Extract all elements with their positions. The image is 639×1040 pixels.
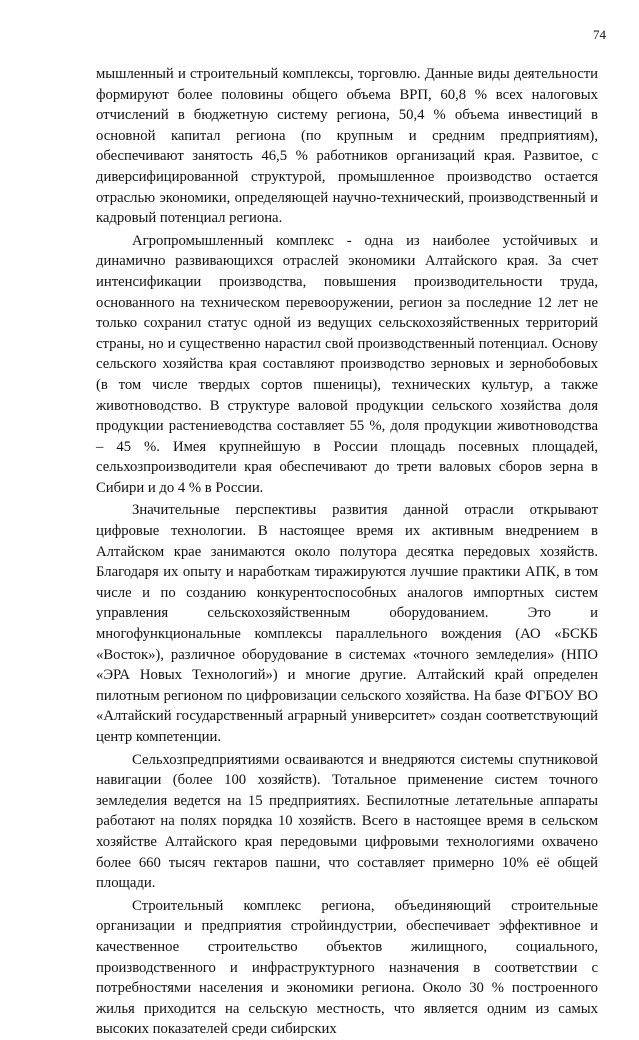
paragraph-3: Значительные перспективы развития данной отрасли открывают цифровые технологии. В настоящее время их активным внедрением в Алтайском крае занимаются около полутора десятка передовых хозяйств. Благодаря их опыту и наработкам тиражируются лучшие практики АПК, в том числе и по созданию конкурентоспособных аналогов импортных систем управления сельскохозяйственным оборудованием. Это и многофункциональные комплексы параллельного вождения (АО «БСКБ «Восток»), различное оборудование в системах «точного земледелия» (НПО «ЭРА Новых Технологий») и многие другие. Алтайский край определен пилотным регионом по цифровизации сельского хозяйства. На базе ФГБОУ ВО «Алтайский государственный аграрный университет» создан соответствующий центр компетенции. bbox=[96, 502, 598, 745]
paragraph-2: Агропромышленный комплекс - одна из наиболее устойчивых и динамично развивающихся отраслей экономики Алтайского края. За счет интенсификации производства, повышения производительности труда, основанного на техническом перевооружении, регион за последние 12 лет не только сохранил статус одной из ведущих сельскохозяйственных территорий страны, но и существенно нарастил свой производственный потенциал. Основу сельского хозяйства края составляют производство зерновых и зернобобовых (в том числе твердых сортов пшеницы), технических культур, а также животноводство. В структуре валовой продукции сельского хозяйства доля продукции растениеводства составляет 55 %, доля продукции животноводства – 45 %. Имея крупнейшую в России площадь посевных площадей, сельхозпроизводители края обеспечивают до трети валовых сборов зерна в Сибири и до 4 % в России. bbox=[96, 232, 598, 496]
body-text bbox=[96, 64, 598, 1040]
paragraph-5: Строительный комплекс региона, объединяющий строительные организации и предприятия стройиндустрии, обеспечивает эффективное и качественное строительство объектов жилищного, социального, производственного и инфраструктурного назначения в соответствии с потребностями населения и экономики региона. Около 30 % построенного жилья приходится на сельскую местность, что является одним из самых высоких показателей среди сибирских bbox=[96, 897, 598, 1038]
paragraph-4: Сельхозпредприятиями осваиваются и внедряются системы спутниковой навигации (более 100 хозяйств). Тотальное применение систем точного земледелия ведется на 15 предприятиях. Беспилотные летательные аппараты работают на полях порядка 10 хозяйств. Всего в настоящее время в сельском хозяйстве Алтайского края передовыми цифровыми технологиями охвачено более 660 тысяч гектаров пашни, что составляет примерно 10% её общей площади. bbox=[96, 751, 598, 892]
paragraph-1: мышленный и строительный комплексы, торговлю. Данные виды деятельности формируют более половины общего объема ВРП, 60,8 % всех налоговых отчислений в бюджетную систему региона, 50,4 % объема инвестиций в основной капитал региона (по крупным и средним предприятиям), обеспечивают занятость 46,5 % работников организаций края. Развитое, с диверсифицированной структурой, промышленное производство остается отраслью экономики, определяющей научно-технический, производственный и кадровый потенциал региона. bbox=[96, 66, 598, 227]
page-number: 74 bbox=[593, 27, 606, 42]
